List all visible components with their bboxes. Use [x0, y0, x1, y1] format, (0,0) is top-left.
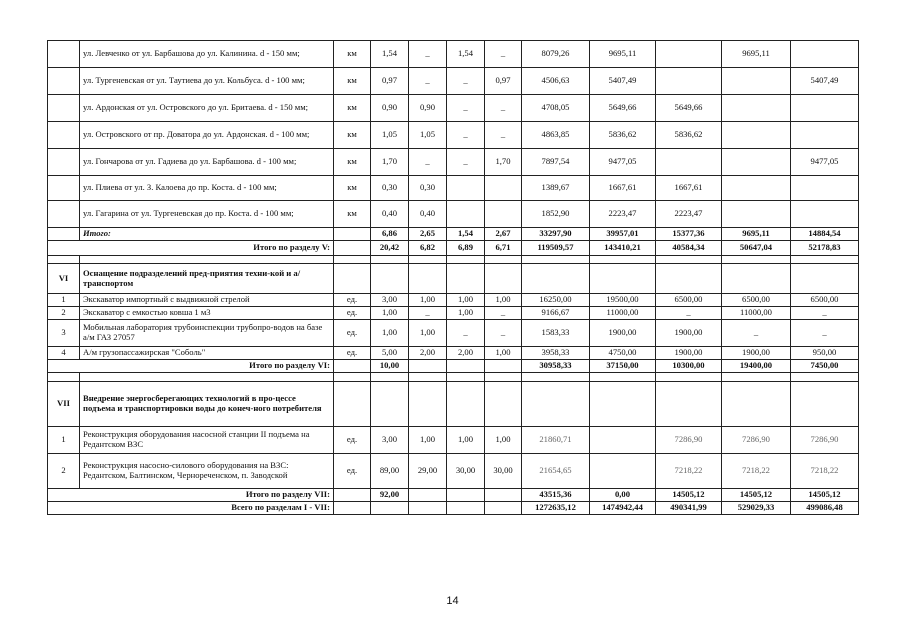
item-name-cell: А/м грузопассажирская "Соболь": [80, 347, 334, 360]
c-cell: 0,97: [485, 68, 522, 95]
q-cell: 0,40: [371, 201, 409, 228]
cost2-cell: 9695,11: [590, 41, 656, 68]
table-row: [48, 149, 859, 176]
item-name-cell: ул. Ардонская от ул. Островского до ул. Бритаева. d - 150 мм;: [80, 95, 334, 122]
c-cell: 6,71: [485, 241, 522, 256]
empty-cell: [48, 228, 80, 241]
item-name-cell: Реконструкция насосно-силового оборудования на ВЗС: Редантском, Балтинском, Чернореченском, п. Заводской: [80, 454, 334, 489]
y3-cell: 950,00: [791, 347, 859, 360]
y3-cell: 499086,48: [791, 502, 859, 515]
unit-cell: ед.: [334, 294, 371, 307]
unit-cell: ед.: [334, 454, 371, 489]
cost1-cell: 16250,00: [522, 294, 590, 307]
q-cell: 6,86: [371, 228, 409, 241]
empty-cell: [80, 256, 334, 264]
cost1-cell: 21860,71: [522, 427, 590, 454]
y2-cell: [722, 68, 791, 95]
section-title-cell: Внедрение энергосберегающих технологий в про-цессе подъема и транспортировки воды до конеч-ного потребителя: [80, 382, 334, 427]
cost2-cell: 11000,00: [590, 307, 656, 320]
cost2-cell: 37150,00: [590, 360, 656, 373]
q-cell: 0,90: [371, 95, 409, 122]
row-number-cell: [48, 176, 80, 201]
empty-cell: [656, 382, 722, 427]
y1-cell: 5649,66: [656, 95, 722, 122]
b-cell: 2,00: [447, 347, 485, 360]
empty-cell: [485, 256, 522, 264]
empty-cell: [590, 264, 656, 294]
table-row: [48, 176, 859, 201]
table-row: [48, 95, 859, 122]
empty-cell: [371, 264, 409, 294]
empty-cell: [485, 264, 522, 294]
section-total-label-cell: Итого по разделу V:: [48, 241, 334, 256]
empty-cell: [334, 373, 371, 382]
row-number-cell: 1: [48, 294, 80, 307]
cost2-cell: [590, 427, 656, 454]
unit-cell: км: [334, 201, 371, 228]
y2-cell: [722, 122, 791, 149]
empty-cell: [791, 256, 859, 264]
c-cell: _: [485, 122, 522, 149]
empty-cell: [722, 373, 791, 382]
c-cell: _: [485, 307, 522, 320]
b-cell: [447, 201, 485, 228]
q-cell: 10,00: [371, 360, 409, 373]
y3-cell: [791, 41, 859, 68]
q-cell: 1,70: [371, 149, 409, 176]
table-row: [48, 68, 859, 95]
item-name-cell: Мобильная лаборатория трубоинспекции трубопро-водов на базе а/м ГАЗ 27057: [80, 320, 334, 347]
table-row: [48, 427, 859, 454]
a-cell: [409, 360, 447, 373]
y3-cell: 6500,00: [791, 294, 859, 307]
a-cell: [409, 502, 447, 515]
b-cell: _: [447, 149, 485, 176]
empty-cell: [80, 373, 334, 382]
y1-cell: 7286,90: [656, 427, 722, 454]
table-row: [48, 41, 859, 68]
y2-cell: 7286,90: [722, 427, 791, 454]
empty-cell: [371, 373, 409, 382]
empty-cell: [722, 264, 791, 294]
c-cell: 30,00: [485, 454, 522, 489]
q-cell: [371, 502, 409, 515]
table-row: [48, 201, 859, 228]
table-row: [48, 122, 859, 149]
empty-cell: [722, 256, 791, 264]
empty-cell: [522, 256, 590, 264]
y1-cell: 2223,47: [656, 201, 722, 228]
unit-cell: ед.: [334, 307, 371, 320]
y2-cell: 9695,11: [722, 228, 791, 241]
empty-cell: [590, 382, 656, 427]
unit-cell: ед.: [334, 427, 371, 454]
y1-cell: 1667,61: [656, 176, 722, 201]
cost1-cell: 43515,36: [522, 489, 590, 502]
y3-cell: 14505,12: [791, 489, 859, 502]
y2-cell: 19400,00: [722, 360, 791, 373]
empty-cell: [522, 382, 590, 427]
row-number-cell: [48, 68, 80, 95]
item-name-cell: ул. Островского от пр. Доватора до ул. Ардонская. d - 100 мм;: [80, 122, 334, 149]
y2-cell: [722, 95, 791, 122]
empty-cell: [371, 256, 409, 264]
q-cell: 0,30: [371, 176, 409, 201]
y3-cell: 7450,00: [791, 360, 859, 373]
y1-cell: 10300,00: [656, 360, 722, 373]
cost2-cell: 9477,05: [590, 149, 656, 176]
b-cell: [447, 502, 485, 515]
q-cell: 0,97: [371, 68, 409, 95]
y1-cell: 15377,36: [656, 228, 722, 241]
empty-cell: [447, 382, 485, 427]
empty-cell: [791, 373, 859, 382]
y2-cell: 1900,00: [722, 347, 791, 360]
y1-cell: 1900,00: [656, 347, 722, 360]
c-cell: [485, 201, 522, 228]
empty-cell: [791, 382, 859, 427]
empty-cell: [656, 373, 722, 382]
q-cell: 1,00: [371, 307, 409, 320]
c-cell: 1,70: [485, 149, 522, 176]
empty-cell: [791, 264, 859, 294]
a-cell: 0,40: [409, 201, 447, 228]
y3-cell: 7286,90: [791, 427, 859, 454]
unit-cell: км: [334, 176, 371, 201]
empty-cell: [409, 382, 447, 427]
spacer-row: [48, 373, 859, 382]
table-row: [48, 320, 859, 347]
section-number-cell: VI: [48, 264, 80, 294]
y1-cell: 490341,99: [656, 502, 722, 515]
cost2-cell: 5407,49: [590, 68, 656, 95]
b-cell: [447, 360, 485, 373]
y2-cell: 50647,04: [722, 241, 791, 256]
b-cell: 1,00: [447, 307, 485, 320]
empty-cell: [447, 256, 485, 264]
cost1-cell: 4863,85: [522, 122, 590, 149]
b-cell: _: [447, 320, 485, 347]
empty-cell: [485, 382, 522, 427]
empty-cell: [485, 373, 522, 382]
cost2-cell: 5836,62: [590, 122, 656, 149]
c-cell: _: [485, 320, 522, 347]
y2-cell: 529029,33: [722, 502, 791, 515]
a-cell: 6,82: [409, 241, 447, 256]
table-body: [48, 41, 859, 515]
q-cell: 89,00: [371, 454, 409, 489]
y1-cell: 1900,00: [656, 320, 722, 347]
c-cell: _: [485, 41, 522, 68]
table-row: [48, 307, 859, 320]
a-cell: _: [409, 307, 447, 320]
y1-cell: 7218,22: [656, 454, 722, 489]
q-cell: 1,05: [371, 122, 409, 149]
a-cell: 0,90: [409, 95, 447, 122]
cost2-cell: 5649,66: [590, 95, 656, 122]
empty-cell: [447, 373, 485, 382]
empty-cell: [447, 264, 485, 294]
q-cell: 1,00: [371, 320, 409, 347]
cost1-cell: 1583,33: [522, 320, 590, 347]
item-name-cell: ул. Гончарова от ул. Гадиева до ул. Барбашова. d - 100 мм;: [80, 149, 334, 176]
a-cell: _: [409, 41, 447, 68]
cost2-cell: 0,00: [590, 489, 656, 502]
c-cell: [485, 360, 522, 373]
y1-cell: 5836,62: [656, 122, 722, 149]
cost1-cell: 3958,33: [522, 347, 590, 360]
y3-cell: _: [791, 320, 859, 347]
a-cell: 1,05: [409, 122, 447, 149]
empty-cell: [656, 256, 722, 264]
item-name-cell: Реконструкция оборудования насосной станции II подъема на Редантском ВЗС: [80, 427, 334, 454]
section-total-label-cell: Итого по разделу VI:: [48, 360, 334, 373]
b-cell: 30,00: [447, 454, 485, 489]
spacer-row: [48, 256, 859, 264]
q-cell: 5,00: [371, 347, 409, 360]
item-name-cell: ул. Тургеневская от ул. Таутиева до ул. Кольбуса. d - 100 мм;: [80, 68, 334, 95]
table-row: [48, 454, 859, 489]
y3-cell: [791, 201, 859, 228]
y3-cell: _: [791, 307, 859, 320]
b-cell: [447, 176, 485, 201]
section-title-cell: Оснащение подразделений пред-приятия техни-кой и а/транспортом: [80, 264, 334, 294]
y2-cell: [722, 176, 791, 201]
a-cell: [409, 489, 447, 502]
unit-cell: ед.: [334, 347, 371, 360]
cost2-cell: 1474942,44: [590, 502, 656, 515]
table-row: [48, 228, 859, 241]
cost1-cell: 7897,54: [522, 149, 590, 176]
c-cell: [485, 489, 522, 502]
cost2-cell: [590, 454, 656, 489]
c-cell: 1,00: [485, 427, 522, 454]
c-cell: [485, 176, 522, 201]
y2-cell: [722, 149, 791, 176]
cost2-cell: 143410,21: [590, 241, 656, 256]
unit-cell: км: [334, 95, 371, 122]
y1-cell: _: [656, 307, 722, 320]
investment-table: [47, 40, 859, 515]
unit-cell: км: [334, 149, 371, 176]
y3-cell: 52178,83: [791, 241, 859, 256]
table-row: [48, 489, 859, 502]
section-total-label-cell: Всего по разделам I - VII:: [48, 502, 334, 515]
cost1-cell: 9166,67: [522, 307, 590, 320]
empty-cell: [48, 256, 80, 264]
page-number: 14: [446, 595, 459, 607]
table-row: [48, 347, 859, 360]
y3-cell: 9477,05: [791, 149, 859, 176]
b-cell: _: [447, 68, 485, 95]
cost1-cell: 4506,63: [522, 68, 590, 95]
q-cell: 92,00: [371, 489, 409, 502]
y2-cell: _: [722, 320, 791, 347]
item-name-cell: ул. Левченко от ул. Барбашова до ул. Калинина. d - 150 мм;: [80, 41, 334, 68]
empty-cell: [590, 373, 656, 382]
row-number-cell: [48, 201, 80, 228]
cost1-cell: 4708,05: [522, 95, 590, 122]
y3-cell: [791, 95, 859, 122]
empty-cell: [334, 489, 371, 502]
cost1-cell: 21654,65: [522, 454, 590, 489]
row-number-cell: [48, 122, 80, 149]
unit-cell: км: [334, 122, 371, 149]
q-cell: 20,42: [371, 241, 409, 256]
y3-cell: [791, 176, 859, 201]
a-cell: _: [409, 149, 447, 176]
y3-cell: 5407,49: [791, 68, 859, 95]
empty-cell: [334, 264, 371, 294]
row-number-cell: 1: [48, 427, 80, 454]
row-number-cell: 4: [48, 347, 80, 360]
empty-cell: [409, 373, 447, 382]
c-cell: _: [485, 95, 522, 122]
cost1-cell: 1272635,12: [522, 502, 590, 515]
empty-cell: [334, 502, 371, 515]
unit-cell: км: [334, 68, 371, 95]
a-cell: 0,30: [409, 176, 447, 201]
table-row: [48, 360, 859, 373]
table-row: [48, 502, 859, 515]
cost1-cell: 30958,33: [522, 360, 590, 373]
row-number-cell: 2: [48, 307, 80, 320]
y2-cell: 6500,00: [722, 294, 791, 307]
cost2-cell: 2223,47: [590, 201, 656, 228]
empty-cell: [334, 228, 371, 241]
c-cell: 1,00: [485, 294, 522, 307]
empty-cell: [334, 241, 371, 256]
a-cell: _: [409, 68, 447, 95]
row-number-cell: 3: [48, 320, 80, 347]
b-cell: 1,54: [447, 228, 485, 241]
q-cell: 1,54: [371, 41, 409, 68]
b-cell: 6,89: [447, 241, 485, 256]
c-cell: [485, 502, 522, 515]
row-number-cell: [48, 41, 80, 68]
empty-cell: [656, 264, 722, 294]
y2-cell: [722, 201, 791, 228]
table-row: [48, 241, 859, 256]
cost1-cell: 8079,26: [522, 41, 590, 68]
y3-cell: [791, 122, 859, 149]
y1-cell: [656, 68, 722, 95]
item-name-cell: ул. Гагарина от ул. Тургеневская до пр. Коста. d - 100 мм;: [80, 201, 334, 228]
y3-cell: 14884,54: [791, 228, 859, 241]
cost2-cell: 19500,00: [590, 294, 656, 307]
b-cell: _: [447, 122, 485, 149]
y2-cell: 7218,22: [722, 454, 791, 489]
a-cell: 29,00: [409, 454, 447, 489]
empty-cell: [371, 382, 409, 427]
c-cell: 2,67: [485, 228, 522, 241]
cost2-cell: 4750,00: [590, 347, 656, 360]
row-number-cell: 2: [48, 454, 80, 489]
cost1-cell: 1389,67: [522, 176, 590, 201]
empty-cell: [522, 264, 590, 294]
q-cell: 3,00: [371, 427, 409, 454]
cost1-cell: 33297,90: [522, 228, 590, 241]
item-name-cell: ул. Плиева от ул. З. Калоева до пр. Коста. d - 100 мм;: [80, 176, 334, 201]
y1-cell: [656, 41, 722, 68]
cost2-cell: 1667,61: [590, 176, 656, 201]
y3-cell: 7218,22: [791, 454, 859, 489]
empty-cell: [409, 264, 447, 294]
empty-cell: [334, 382, 371, 427]
a-cell: 1,00: [409, 320, 447, 347]
empty-cell: [522, 373, 590, 382]
b-cell: 1,00: [447, 427, 485, 454]
cost2-cell: 1900,00: [590, 320, 656, 347]
section-number-cell: VII: [48, 382, 80, 427]
table-row: [48, 294, 859, 307]
b-cell: 1,54: [447, 41, 485, 68]
y1-cell: 6500,00: [656, 294, 722, 307]
a-cell: 2,00: [409, 347, 447, 360]
empty-cell: [409, 256, 447, 264]
empty-cell: [722, 382, 791, 427]
row-number-cell: [48, 95, 80, 122]
section-header-row: [48, 382, 859, 427]
cost1-cell: 1852,90: [522, 201, 590, 228]
a-cell: 1,00: [409, 427, 447, 454]
cost1-cell: 119509,57: [522, 241, 590, 256]
y2-cell: 11000,00: [722, 307, 791, 320]
b-cell: [447, 489, 485, 502]
b-cell: 1,00: [447, 294, 485, 307]
item-name-cell: Экскаватор импортный с выдвижной стрелой: [80, 294, 334, 307]
q-cell: 3,00: [371, 294, 409, 307]
item-name-cell: Экскаватор с емкостью ковша 1 м3: [80, 307, 334, 320]
empty-cell: [334, 256, 371, 264]
empty-cell: [590, 256, 656, 264]
subtotal-label-cell: Итого:: [80, 228, 334, 241]
y2-cell: 9695,11: [722, 41, 791, 68]
a-cell: 2,65: [409, 228, 447, 241]
c-cell: 1,00: [485, 347, 522, 360]
b-cell: _: [447, 95, 485, 122]
empty-cell: [48, 373, 80, 382]
unit-cell: ед.: [334, 320, 371, 347]
section-total-label-cell: Итого по разделу VII:: [48, 489, 334, 502]
a-cell: 1,00: [409, 294, 447, 307]
section-header-row: [48, 264, 859, 294]
empty-cell: [334, 360, 371, 373]
cost2-cell: 39957,01: [590, 228, 656, 241]
y1-cell: 40584,34: [656, 241, 722, 256]
y1-cell: 14505,12: [656, 489, 722, 502]
y1-cell: [656, 149, 722, 176]
row-number-cell: [48, 149, 80, 176]
unit-cell: км: [334, 41, 371, 68]
y2-cell: 14505,12: [722, 489, 791, 502]
